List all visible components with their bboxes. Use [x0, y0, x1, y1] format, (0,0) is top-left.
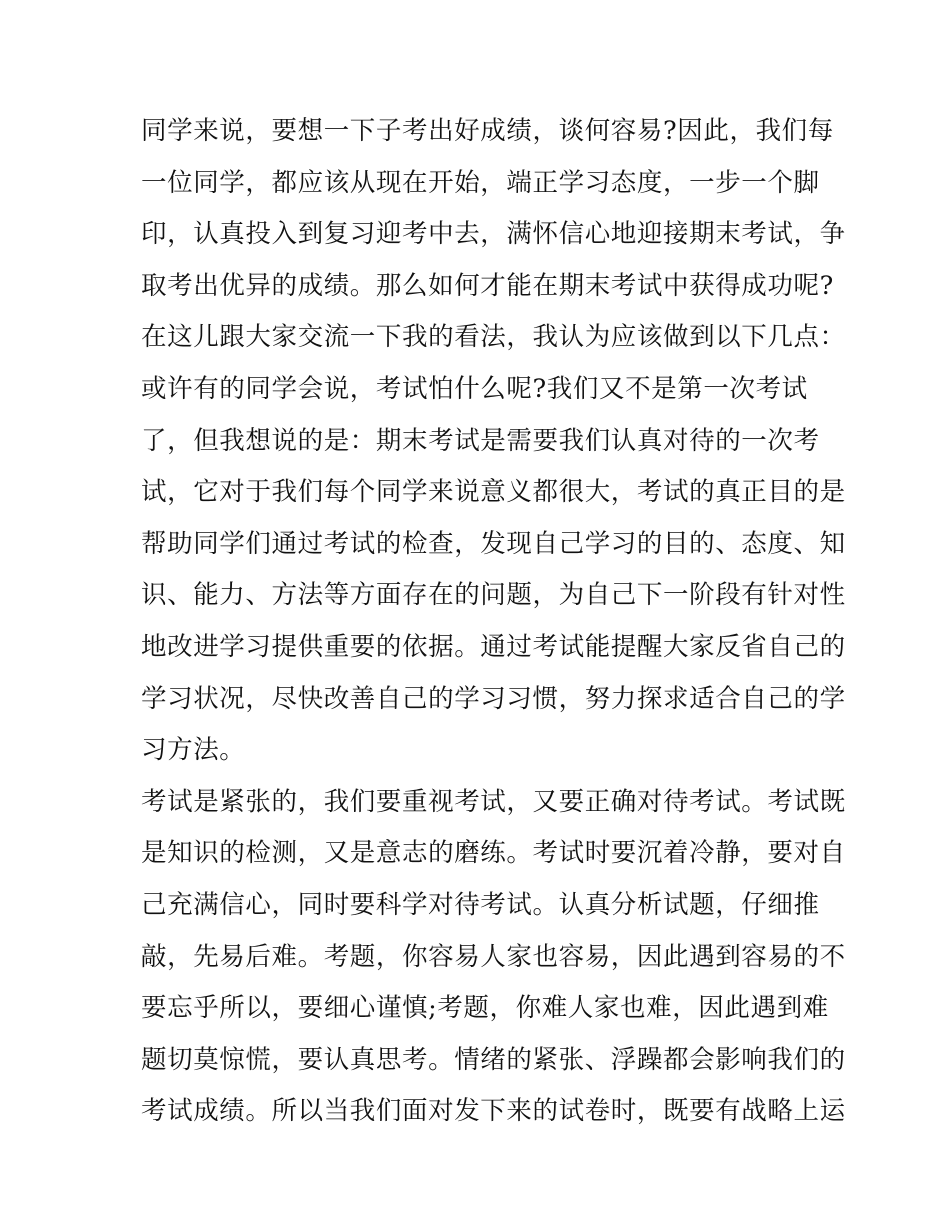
text-line: 学习状况，尽快改善自己的学习习惯，努力探求适合自己的学: [141, 683, 846, 714]
text-line: 识、能力、方法等方面存在的问题，为自己下一阶段有针对性: [141, 580, 846, 611]
text-line: 试，它对于我们每个同学来说意义都很大，考试的真正目的是: [141, 477, 846, 508]
text-line: 在这儿跟大家交流一下我的看法，我认为应该做到以下几点：: [141, 322, 846, 353]
text-line: 考试成绩。所以当我们面对发下来的试卷时，既要有战略上运: [141, 1096, 846, 1127]
text-line: 印，认真投入到复习迎考中去，满怀信心地迎接期末考试，争: [141, 219, 846, 250]
text-line: 或许有的同学会说，考试怕什么呢?我们又不是第一次考试: [141, 373, 808, 404]
text-line: 帮助同学们通过考试的检查，发现自己学习的目的、态度、知: [141, 528, 846, 559]
text-line: 题切莫惊慌，要认真思考。情绪的紧张、浮躁都会影响我们的: [141, 1044, 846, 1075]
text-line: 己充满信心，同时要科学对待考试。认真分析试题，仔细推: [141, 889, 820, 920]
text-line: 取考出优异的成绩。那么如何才能在期末考试中获得成功呢?: [141, 270, 834, 301]
text-line: 考试是紧张的，我们要重视考试，又要正确对待考试。考试既: [141, 786, 846, 817]
text-line: 了，但我想说的是：期末考试是需要我们认真对待的一次考: [141, 425, 820, 456]
document-body: [141, 106, 846, 1138]
text-line: 敲，先易后难。考题，你容易人家也容易，因此遇到容易的不: [141, 941, 846, 972]
text-line: 要忘乎所以，要细心谨慎;考题，你难人家也难，因此遇到难: [141, 993, 829, 1024]
text-line: 一位同学，都应该从现在开始，端正学习态度，一步一个脚: [141, 167, 820, 198]
text-line: 同学来说，要想一下子考出好成绩，谈何容易?因此，我们每: [141, 116, 834, 146]
text-line: 习方法。: [141, 735, 246, 766]
text-line: 地改进学习提供重要的依据。通过考试能提醒大家反省自己的: [141, 631, 846, 662]
text-line: 是知识的检测，又是意志的磨练。考试时要沉着冷静，要对自: [141, 838, 846, 869]
